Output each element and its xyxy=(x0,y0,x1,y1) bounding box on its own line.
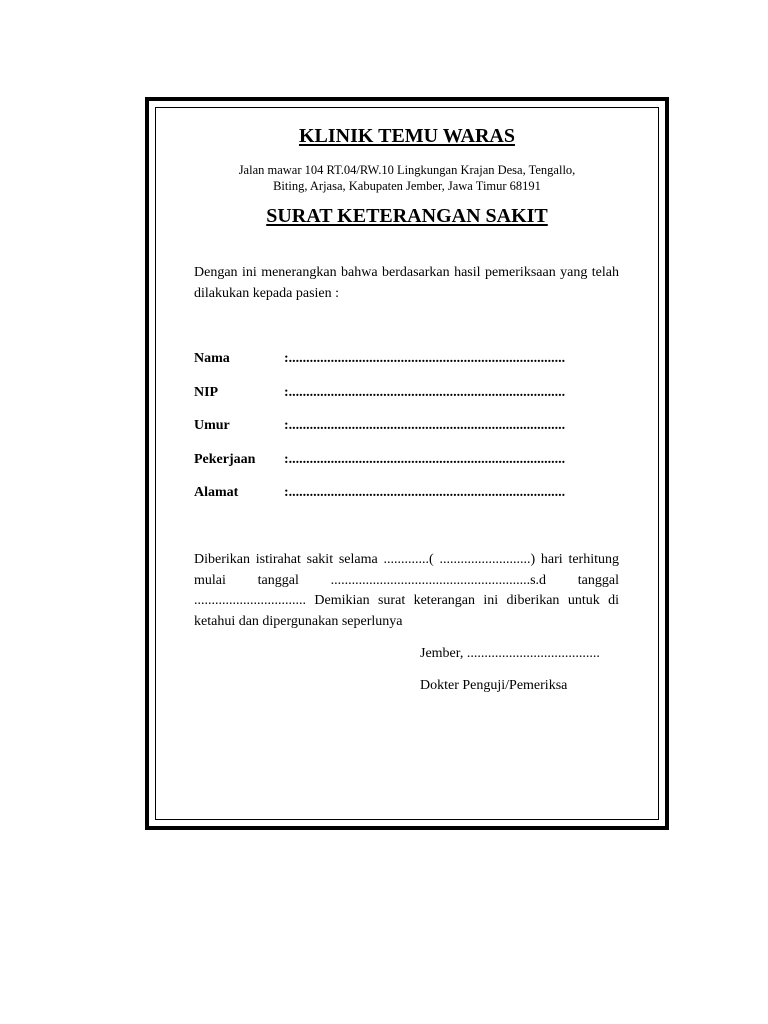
field-value-nama: :............................................................................... xyxy=(284,351,566,366)
clinic-address xyxy=(156,162,658,194)
signatory-title: Dokter Penguji/Pemeriksa xyxy=(420,678,568,693)
document-outer-border xyxy=(145,97,669,830)
field-label-nama: Nama xyxy=(194,351,230,366)
place-date: Jember, ...................................... xyxy=(420,646,600,661)
intro-paragraph: Dengan ini menerangkan bahwa berdasarkan hasil pemeriksaan yang telah dilakukan kepada pasien : xyxy=(194,265,619,301)
field-row-alamat xyxy=(194,485,624,519)
field-label-nip: NIP xyxy=(194,384,219,400)
field-label-pekerjaan: Pekerjaan xyxy=(194,451,256,467)
field-label-umur: Umur xyxy=(194,418,230,433)
field-value-alamat: :............................................................................... xyxy=(284,485,566,500)
field-value-umur: :............................................................................... xyxy=(284,418,566,433)
field-value-pekerjaan: :............................................................................... xyxy=(284,451,566,467)
field-row-nama xyxy=(194,351,624,385)
document-title: SURAT KETERANGAN SAKIT xyxy=(266,205,548,227)
field-label-alamat: Alamat xyxy=(194,485,239,500)
clinic-name: KLINIK TEMU WARAS xyxy=(299,125,515,147)
address-line-1: Jalan mawar 104 RT.04/RW.10 Lingkungan Krajan Desa, Tengallo, xyxy=(238,163,576,177)
field-value-nip: :............................................................................... xyxy=(284,384,566,400)
body-paragraph: Diberikan istirahat sakit selama .............( ..........................) hari terhitung mulai tanggal .........................................................s.d tanggal ................................ Demikian surat keterangan ini diberikan untuk di ketahui dan dipergunakan seperlunya xyxy=(194,552,619,629)
field-row-umur xyxy=(194,418,624,452)
field-row-pekerjaan xyxy=(194,452,624,486)
patient-fields xyxy=(194,351,624,519)
address-line-2: Biting, Arjasa, Kabupaten Jember, Jawa Timur 68191 xyxy=(273,179,541,193)
field-row-nip xyxy=(194,385,624,419)
document-inner-border xyxy=(155,107,659,820)
